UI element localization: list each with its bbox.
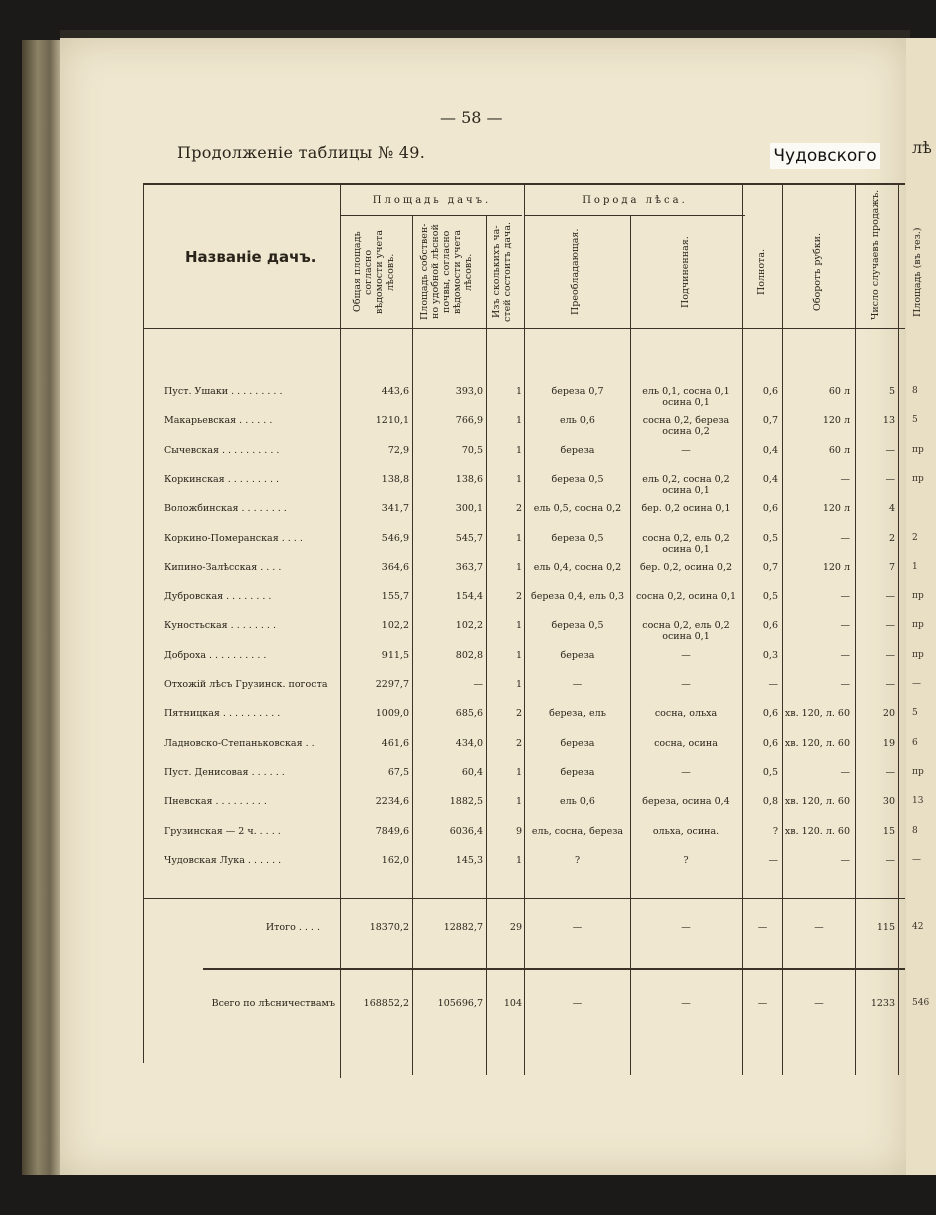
row-parts: 1 <box>515 415 522 426</box>
row-parts: 1 <box>515 474 522 485</box>
row-rotation: 120 л <box>822 415 850 426</box>
row-rotation: — <box>840 533 850 544</box>
row-parts: 1 <box>515 650 522 661</box>
row-rotation: — <box>840 650 850 661</box>
col-rule-sub <box>742 183 743 1075</box>
row-sub2: осина 0,1 <box>662 485 710 496</box>
row-own: 70,5 <box>461 445 483 456</box>
row-density: 0,8 <box>762 796 778 807</box>
col-rule-rotation <box>855 183 856 1075</box>
row-total: 67,5 <box>387 767 409 778</box>
row-next: пр <box>912 620 924 630</box>
row-next: пр <box>912 474 924 484</box>
row-next: — <box>912 679 921 689</box>
row-sub1: — <box>681 767 691 778</box>
row-parts: 1 <box>515 679 522 690</box>
row-rotation: — <box>840 855 850 866</box>
total-own: 12882,7 <box>443 922 483 933</box>
row-total: 443,6 <box>381 386 409 397</box>
grand-rotation: — <box>814 998 824 1009</box>
total-sales: 115 <box>876 922 895 933</box>
row-parts: 2 <box>515 738 522 749</box>
row-sub1: береза, осина 0,4 <box>642 796 730 807</box>
row-next: 13 <box>912 796 924 806</box>
total-dominant: — <box>572 922 583 933</box>
col-rule-left <box>143 183 144 1063</box>
row-sales: — <box>885 445 895 456</box>
row-name: Грузинская — 2 ч. . . . . <box>164 826 281 837</box>
col-rule-total <box>412 215 413 1075</box>
row-density: — <box>768 855 778 866</box>
header-parts: Изъ сколькихъ ча-стей состоитъ дача. <box>491 221 513 322</box>
row-name: Отхожій лѣсъ Грузинск. погоста <box>164 679 328 690</box>
row-parts: 1 <box>515 620 522 631</box>
col-rule-own <box>486 215 487 1075</box>
row-own: 802,8 <box>455 650 483 661</box>
row-rotation: — <box>840 679 850 690</box>
grand-label: Всего по лѣсничествамъ <box>211 998 335 1009</box>
row-total: 546,9 <box>381 533 409 544</box>
row-total: 341,7 <box>381 503 409 514</box>
row-parts: 1 <box>515 796 522 807</box>
row-name: Воложбинская . . . . . . . . <box>164 503 287 514</box>
row-rotation: — <box>840 620 850 631</box>
row-sales: 2 <box>888 533 895 544</box>
total-rotation: — <box>814 922 824 933</box>
row-sales: 7 <box>888 562 895 573</box>
row-sales: — <box>885 474 895 485</box>
row-sub2: осина 0,1 <box>662 397 710 408</box>
total-sub: — <box>681 922 691 933</box>
row-dom: ель 0,5, сосна 0,2 <box>533 503 622 514</box>
row-dom: — <box>572 679 583 690</box>
row-total: 102,2 <box>381 620 409 631</box>
row-name: Пуст. Денисовая . . . . . . <box>164 767 285 778</box>
row-dom: береза <box>560 650 595 661</box>
row-total: 1009,0 <box>375 708 409 719</box>
row-next: 5 <box>912 708 918 718</box>
header-name: Названіе дачъ. <box>185 248 317 266</box>
row-dom: ель 0,6 <box>560 415 595 426</box>
row-name: Коркинская . . . . . . . . . <box>164 474 280 485</box>
row-sales: 30 <box>882 796 895 807</box>
row-density: — <box>768 679 778 690</box>
row-sales: — <box>885 591 895 602</box>
row-rotation: 60 л <box>828 386 850 397</box>
row-sales: — <box>885 679 895 690</box>
row-name: Коркино-Померанская . . . . <box>164 533 303 544</box>
row-name: Куностьская . . . . . . . . <box>164 620 276 631</box>
row-density: 0,5 <box>762 591 778 602</box>
row-density: ? <box>772 826 778 837</box>
row-dom: береза 0,5 <box>551 620 604 631</box>
row-name: Макарьевская . . . . . . <box>164 415 273 426</box>
header-dominant: Преобладающая. <box>570 228 581 316</box>
grand-sales: 1233 <box>870 998 895 1009</box>
row-next: 6 <box>912 738 918 748</box>
row-dom: береза 0,5 <box>551 533 604 544</box>
grand-top-rule <box>203 968 905 970</box>
row-total: 461,6 <box>381 738 409 749</box>
row-own: 1882,5 <box>449 796 483 807</box>
row-own: 766,9 <box>455 415 483 426</box>
row-dom: береза <box>560 767 595 778</box>
row-sales: — <box>885 620 895 631</box>
row-total: 2234,6 <box>375 796 409 807</box>
col-rule-density <box>782 183 783 1075</box>
total-next: 42 <box>912 922 924 932</box>
row-rotation: хв. 120, л. 60 <box>784 708 850 719</box>
row-name: Доброха . . . . . . . . . . <box>164 650 267 661</box>
row-parts: 1 <box>515 855 522 866</box>
row-sub1: ? <box>683 855 689 866</box>
row-sub2: осина 0,1 <box>662 544 710 555</box>
header-own-area: Площадь собствен-но удобной лѣсной почвы, согласно вѣдомости учета лѣсовъ. <box>419 223 474 321</box>
row-name: Пятницкая . . . . . . . . . . <box>164 708 281 719</box>
row-parts: 1 <box>515 562 522 573</box>
row-density: 0,5 <box>762 767 778 778</box>
row-parts: 2 <box>515 503 522 514</box>
row-density: 0,7 <box>762 415 778 426</box>
row-rotation: — <box>840 591 850 602</box>
row-next: 8 <box>912 386 918 396</box>
row-dom: ель, сосна, береза <box>531 826 624 837</box>
row-own: 363,7 <box>455 562 483 573</box>
row-next: пр <box>912 767 924 777</box>
book-spine <box>22 40 62 1175</box>
header-density: Полнота. <box>756 248 767 296</box>
row-own: 102,2 <box>455 620 483 631</box>
row-parts: 1 <box>515 445 522 456</box>
row-total: 138,8 <box>381 474 409 485</box>
row-next: пр <box>912 445 924 455</box>
row-parts: 1 <box>515 533 522 544</box>
row-sub1: бер. 0,2, осина 0,2 <box>639 562 733 573</box>
row-sub1: сосна 0,2, береза <box>642 415 730 426</box>
row-sales: 5 <box>888 386 895 397</box>
row-sub1: бер. 0,2 осина 0,1 <box>641 503 731 514</box>
row-name: Ладновско-Степаньковская . . <box>164 738 315 749</box>
row-next: 2 <box>912 533 918 543</box>
row-own: 60,4 <box>461 767 483 778</box>
row-name: Кипино-Залѣсская . . . . <box>164 562 282 573</box>
row-sub1: — <box>681 650 691 661</box>
row-own: 685,6 <box>455 708 483 719</box>
grand-next: 546 <box>912 998 930 1008</box>
row-density: 0,6 <box>762 738 778 749</box>
row-own: 6036,4 <box>449 826 483 837</box>
row-sub1: сосна 0,2, ель 0,2 <box>642 533 730 544</box>
col-rule-dominant <box>630 215 631 1075</box>
row-sub2: осина 0,2 <box>662 426 710 437</box>
row-dom: береза 0,5 <box>551 474 604 485</box>
row-own: 434,0 <box>455 738 483 749</box>
continuation-title: Продолженіе таблицы № 49. <box>177 143 426 162</box>
row-sub1: сосна 0,2, ель 0,2 <box>642 620 730 631</box>
row-name: Сычевская . . . . . . . . . . <box>164 445 280 456</box>
row-own: 393,0 <box>455 386 483 397</box>
row-name: Пневская . . . . . . . . . <box>164 796 267 807</box>
row-parts: 2 <box>515 591 522 602</box>
row-name: Дубровская . . . . . . . . <box>164 591 272 602</box>
row-dom: береза <box>560 738 595 749</box>
row-own: 138,6 <box>455 474 483 485</box>
row-sales: 4 <box>888 503 895 514</box>
row-rotation: хв. 120, л. 60 <box>784 796 850 807</box>
row-rotation: хв. 120. л. 60 <box>784 826 850 837</box>
row-sub2: осина 0,1 <box>662 631 710 642</box>
row-total: 72,9 <box>387 445 409 456</box>
row-sales: — <box>885 767 895 778</box>
row-rotation: хв. 120, л. 60 <box>784 738 850 749</box>
row-total: 1210,1 <box>375 415 409 426</box>
row-density: 0,4 <box>762 445 778 456</box>
row-next: пр <box>912 591 924 601</box>
row-density: 0,7 <box>762 562 778 573</box>
grand-density: — <box>757 998 768 1009</box>
col-rule-name <box>340 183 341 1078</box>
total-parts: 29 <box>509 922 522 933</box>
grand-own: 105696,7 <box>437 998 483 1009</box>
header-next-area: Площадь (въ тез.) <box>912 227 923 317</box>
forest-group-rule <box>525 215 745 216</box>
row-parts: 2 <box>515 708 522 719</box>
row-total: 911,5 <box>381 650 409 661</box>
grand-dominant: — <box>572 998 583 1009</box>
row-sales: 20 <box>882 708 895 719</box>
row-rotation: 120 л <box>822 562 850 573</box>
row-name: Чудовская Лука . . . . . . <box>164 855 282 866</box>
row-own: 300,1 <box>455 503 483 514</box>
total-label: Итого . . . . <box>265 922 320 933</box>
row-sub1: сосна 0,2, осина 0,1 <box>635 591 737 602</box>
row-sub1: — <box>681 445 691 456</box>
col-rule-sales <box>898 183 899 1075</box>
page-number: — 58 — <box>440 108 503 127</box>
row-dom: береза 0,4, ель 0,3 <box>530 591 624 602</box>
row-density: 0,6 <box>762 708 778 719</box>
row-next: — <box>912 855 921 865</box>
row-rotation: — <box>840 474 850 485</box>
row-sub1: ель 0,2, сосна 0,2 <box>642 474 730 485</box>
row-sub1: сосна, осина <box>654 738 718 749</box>
row-total: 2297,7 <box>375 679 409 690</box>
row-density: 0,6 <box>762 503 778 514</box>
total-density: — <box>757 922 768 933</box>
row-rotation: — <box>840 767 850 778</box>
row-sales: — <box>885 855 895 866</box>
row-dom: береза <box>560 445 595 456</box>
row-sales: 13 <box>882 415 895 426</box>
row-density: 0,6 <box>762 620 778 631</box>
row-sales: 15 <box>882 826 895 837</box>
row-own: 145,3 <box>455 855 483 866</box>
header-rotation: Оборотъ рубки. <box>812 232 823 312</box>
row-own: — <box>473 679 483 690</box>
header-area-group: Площадь дачъ. <box>372 195 492 206</box>
library-stamp: Чудовского <box>770 143 880 169</box>
col-rule-parts <box>524 183 525 1075</box>
row-rotation: 60 л <box>828 445 850 456</box>
total-total: 18370,2 <box>369 922 409 933</box>
row-sub1: сосна, ольха <box>654 708 718 719</box>
row-next: 5 <box>912 415 918 425</box>
header-total-area: Общая площадь согласно вѣдомости учета лѣсовъ. <box>352 229 396 315</box>
row-next: 1 <box>912 562 918 572</box>
row-dom: ? <box>574 855 581 866</box>
row-total: 7849,6 <box>375 826 409 837</box>
row-sales: — <box>885 650 895 661</box>
grand-total: 168852,2 <box>363 998 409 1009</box>
row-sub1: ель 0,1, сосна 0,1 <box>642 386 730 397</box>
row-own: 154,4 <box>455 591 483 602</box>
row-parts: 9 <box>515 826 522 837</box>
row-parts: 1 <box>515 767 522 778</box>
row-total: 155,7 <box>381 591 409 602</box>
row-name: Пуст. Ушаки . . . . . . . . . <box>164 386 283 397</box>
grand-parts: 104 <box>503 998 522 1009</box>
next-page-fragment: лѣ <box>912 138 932 157</box>
row-own: 545,7 <box>455 533 483 544</box>
row-next: 8 <box>912 826 918 836</box>
row-density: 0,3 <box>762 650 778 661</box>
grand-sub: — <box>681 998 691 1009</box>
row-dom: ель 0,4, сосна 0,2 <box>533 562 622 573</box>
row-total: 364,6 <box>381 562 409 573</box>
row-dom: ель 0,6 <box>560 796 595 807</box>
header-subordinate: Подчиненная. <box>680 236 691 308</box>
row-density: 0,4 <box>762 474 778 485</box>
area-group-rule <box>340 215 522 216</box>
row-total: 162,0 <box>381 855 409 866</box>
row-sales: 19 <box>882 738 895 749</box>
header-sales: Число случаевъ продажъ. <box>870 189 881 321</box>
row-next: пр <box>912 650 924 660</box>
header-forest-group: Порода лѣса. <box>582 195 688 206</box>
row-dom: береза, ель <box>549 708 606 719</box>
row-sub1: ольха, осина. <box>652 826 720 837</box>
row-parts: 1 <box>515 386 522 397</box>
row-sub1: — <box>681 679 691 690</box>
row-density: 0,6 <box>762 386 778 397</box>
row-dom: береза 0,7 <box>551 386 604 397</box>
row-density: 0,5 <box>762 533 778 544</box>
row-rotation: 120 л <box>822 503 850 514</box>
